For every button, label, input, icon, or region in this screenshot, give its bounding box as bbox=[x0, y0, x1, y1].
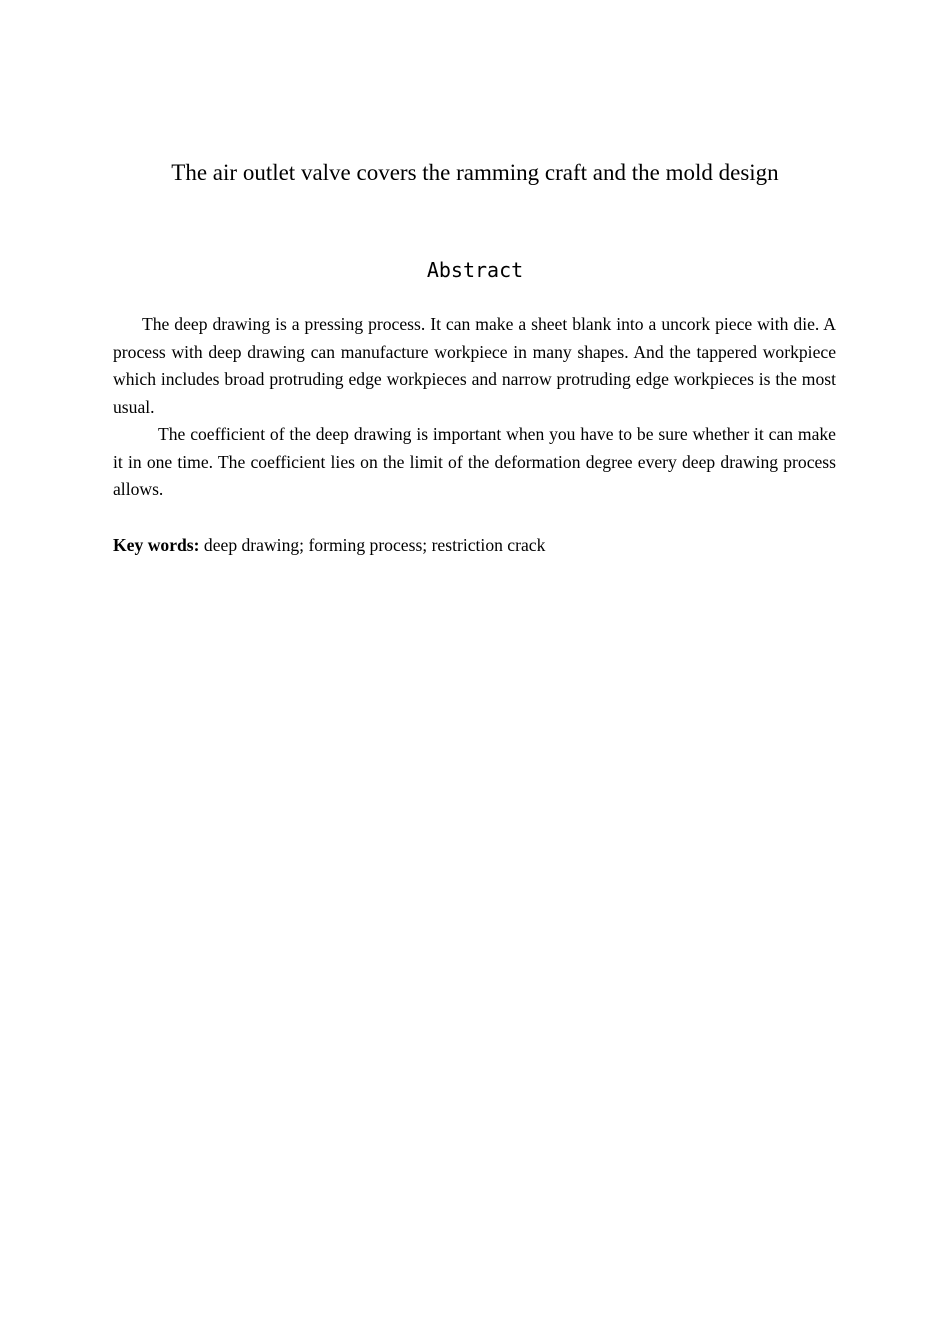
keywords-line bbox=[113, 532, 836, 560]
keywords-text: deep drawing; forming process; restriction crack bbox=[199, 534, 546, 555]
abstract-paragraph-1: The deep drawing is a pressing process. It can make a sheet blank into a uncork piece with die. A process with deep drawing can manufacture workpiece in many shapes. And the tappered workpiece which includes broad protruding edge workpieces and narrow protruding edge workpieces is the most usual. bbox=[113, 314, 836, 417]
keywords-label: Key words: bbox=[113, 534, 200, 555]
abstract-paragraph-2: The coefficient of the deep drawing is important when you have to be sure whether it can make it in one time. The coefficient lies on the limit of the deformation degree every deep drawing process allows. bbox=[113, 424, 836, 499]
abstract-heading: Abstract bbox=[426, 258, 524, 282]
document-title: The air outlet valve covers the ramming craft and the mold design bbox=[171, 160, 779, 185]
abstract-body bbox=[113, 311, 836, 559]
